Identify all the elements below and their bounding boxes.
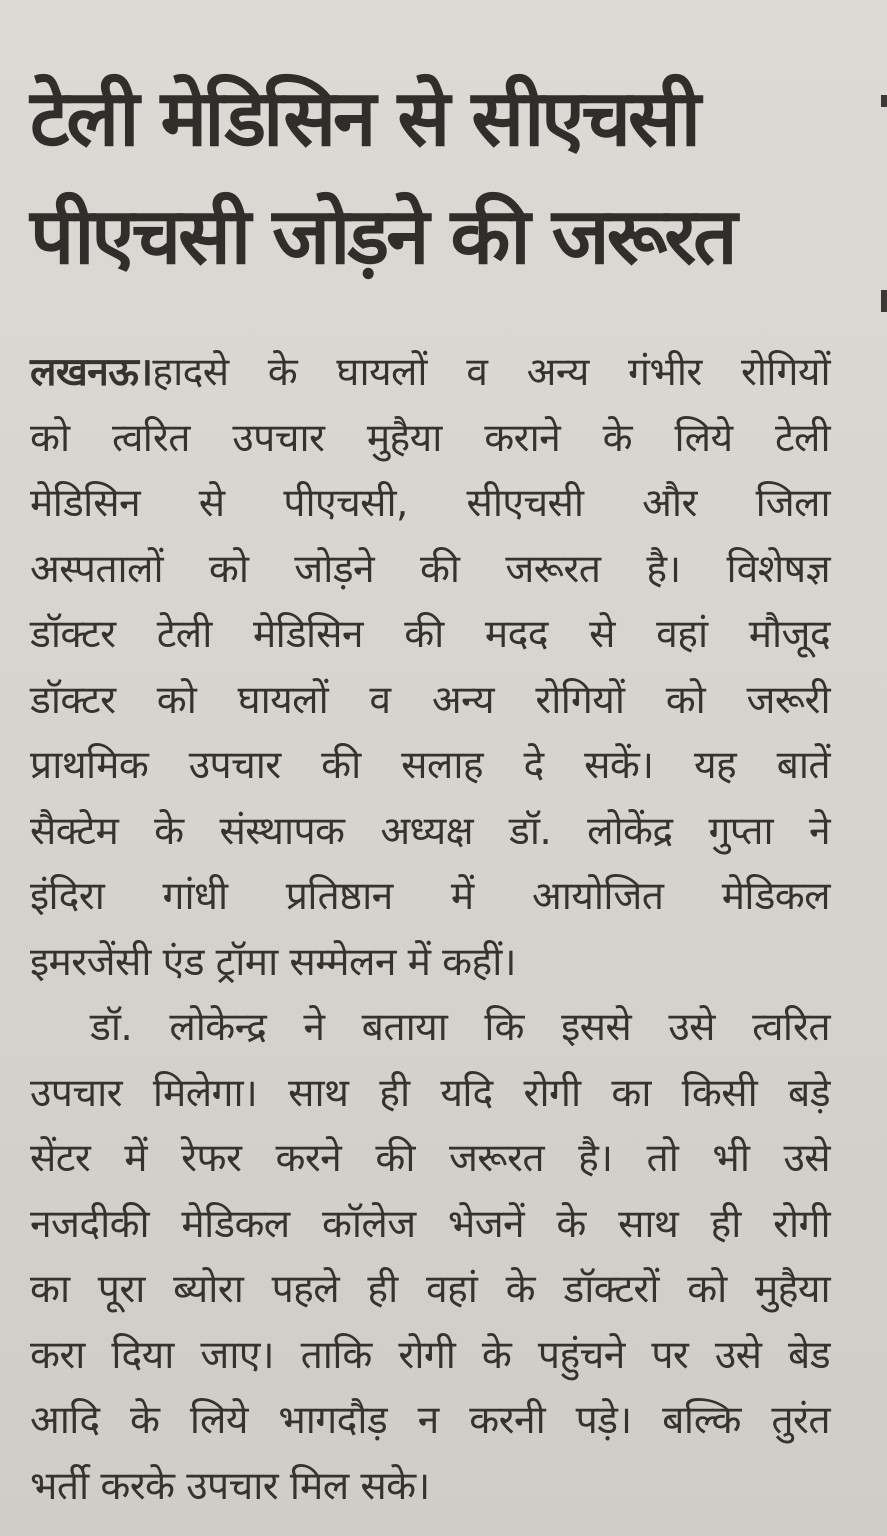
column-edge-mark [881, 95, 887, 107]
paragraph-1-line: डॉक्टर को घायलों व अन्य रोगियों को जरूरी [30, 677, 830, 723]
paragraph-2-line: सेंटर में रेफर करने की जरूरत है। तो भी उसे [30, 1136, 830, 1181]
paragraph-1-line: इमरजेंसी एंड ट्रॉमा सम्मेलन में कहीं। [30, 939, 516, 985]
dateline: लखनऊ। [30, 350, 153, 395]
paragraph-2-line: डॉ. लोकेन्द्र ने बताया कि इससे उसे त्वरित [90, 1005, 830, 1050]
paragraph-1-line: को त्वरित उपचार मुहैया कराने के लिये टेली [30, 415, 830, 461]
paragraph-1-line: डॉक्टर टेली मेडिसिन की मदद से वहां मौजूद [30, 612, 830, 657]
paragraph-1-line: इंदिरा गांधी प्रतिष्ठान में आयोजित मेडिकल [30, 874, 830, 919]
paragraph-1-line: सैक्टेम के संस्थापक अध्यक्ष डॉ. लोकेंद्र गुप्ता ने [30, 808, 830, 854]
headline-line-2: पीएचसी जोड़ने की जरूरत [30, 192, 735, 282]
paragraph-2-line: करा दिया जाए। ताकि रोगी के पहुंचने पर उसे बेड [30, 1332, 830, 1378]
column-edge-mark [881, 290, 887, 312]
first-line-text: हादसे के घायलों व अन्य गंभीर रोगियों [152, 350, 830, 395]
paragraph-2-line: उपचार मिलेगा। साथ ही यदि रोगी का किसी बड़े [30, 1070, 830, 1116]
article-first-line [30, 340, 830, 406]
paragraph-2-line: नजदीकी मेडिकल कॉलेज भेजनें के साथ ही रोगी [30, 1201, 830, 1247]
article-body [30, 340, 830, 1519]
paragraph-1-line: प्राथमिक उपचार की सलाह दे सकें। यह बातें [30, 743, 830, 788]
headline-line-1: टेली मेडिसिन से सीएचसी [30, 74, 698, 164]
paragraph-2-line: भर्ती करके उपचार मिल सके। [30, 1463, 430, 1509]
paragraph-1-line: मेडिसिन से पीएचसी, सीएचसी और जिला [30, 481, 830, 526]
paragraph-2-line: आदि के लिये भागदौड़ न करनी पड़े। बल्कि तुरंत [30, 1398, 830, 1443]
paragraph-1-line: अस्पतालों को जोड़ने की जरूरत है। विशेषज्ञ [30, 546, 830, 592]
paragraph-2-line: का पूरा ब्योरा पहले ही वहां के डॉक्टरों को मुहैया [30, 1267, 830, 1312]
article-headline [30, 60, 850, 296]
